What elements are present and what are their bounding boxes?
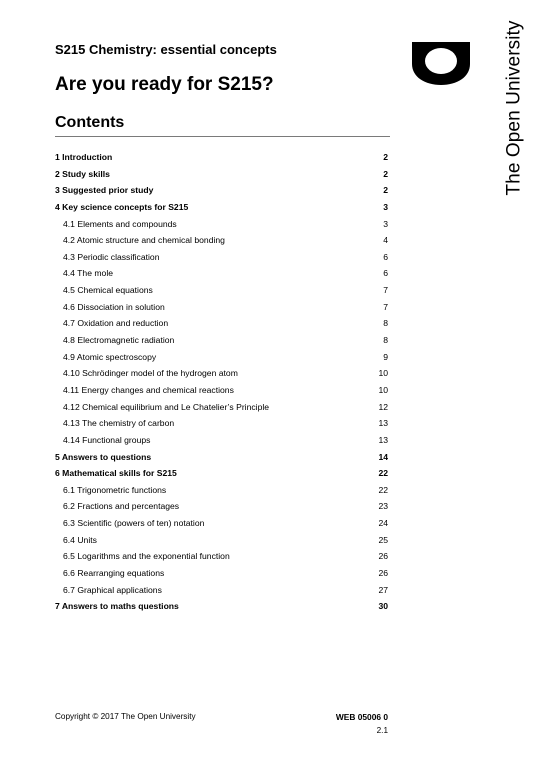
toc-entry-label: 4.13 The chemistry of carbon [63, 418, 175, 429]
toc-entry-label: 6.2 Fractions and percentages [63, 501, 180, 512]
toc-section[interactable] [55, 199, 388, 216]
toc-subsection[interactable] [55, 265, 388, 282]
toc-subsection[interactable] [55, 249, 388, 266]
toc-page-number: 10 [378, 368, 388, 379]
toc-entry-label: 6.1 Trigonometric functions [63, 484, 167, 495]
toc-entry-label: 4.6 Dissociation in solution [63, 301, 165, 312]
toc-subsection[interactable] [55, 532, 388, 549]
toc-page-number: 9 [383, 351, 388, 362]
toc-entry-label: 4.10 Schrödinger model of the hydrogen atom [63, 368, 238, 379]
toc-entry-label: 4.8 Electromagnetic radiation [63, 335, 175, 346]
toc-page-number: 3 [383, 201, 388, 212]
document-code: WEB 05006 0 [335, 712, 388, 722]
toc-subsection[interactable] [55, 515, 388, 532]
heading-divider [55, 136, 390, 137]
toc-page-number: 30 [378, 601, 388, 612]
toc-page-number: 2 [383, 185, 388, 196]
toc-entry-label: 5 Answers to questions [55, 451, 152, 462]
toc-subsection[interactable] [55, 232, 388, 249]
toc-page-number: 2 [383, 152, 388, 162]
toc-entry-label: 4.1 Elements and compounds [63, 218, 177, 229]
course-title: S215 Chemistry: essential concepts [55, 42, 277, 57]
toc-entry-label: 6.3 Scientific (powers of ten) notation [63, 518, 205, 529]
toc-subsection[interactable] [55, 582, 388, 599]
toc-entry-label: 4 Key science concepts for S215 [55, 201, 189, 212]
toc-page-number: 12 [378, 401, 388, 412]
toc-subsection[interactable] [55, 415, 388, 432]
toc-subsection[interactable] [55, 482, 388, 499]
toc-page-number: 27 [378, 584, 388, 595]
toc-entry-label: 4.7 Oxidation and reduction [63, 318, 169, 329]
university-name [503, 20, 527, 196]
toc-entry-label: 6.6 Rearranging equations [63, 568, 165, 579]
toc-section[interactable] [55, 166, 388, 183]
toc-entry-label: 6.4 Units [63, 534, 97, 545]
toc-entry-label: 3 Suggested prior study [55, 185, 154, 196]
toc-entry-label: 4.4 The mole [63, 268, 114, 279]
toc-page-number: 26 [378, 551, 388, 562]
toc-entry-label: 6.5 Logarithms and the exponential function [63, 551, 230, 562]
toc-subsection[interactable] [55, 548, 388, 565]
university-name-text: The Open University [504, 20, 525, 196]
toc-subsection[interactable] [55, 382, 388, 399]
document-version: 2.1 [376, 726, 388, 735]
toc-subsection[interactable] [55, 399, 388, 416]
toc-subsection[interactable] [55, 565, 388, 582]
toc-entry-label: 6 Mathematical skills for S215 [55, 468, 177, 479]
toc-section[interactable] [55, 598, 388, 615]
toc-section[interactable] [55, 449, 388, 466]
toc-page-number: 13 [378, 434, 388, 445]
toc-page-number: 24 [378, 518, 388, 529]
toc-entry-label: 4.12 Chemical equilibrium and Le Chatelier’s Principle [63, 401, 270, 412]
toc-page-number: 8 [383, 318, 388, 329]
toc-entry-label: 4.14 Functional groups [63, 434, 151, 445]
table-of-contents [55, 149, 388, 615]
toc-subsection[interactable] [55, 299, 388, 316]
toc-section[interactable] [55, 149, 388, 166]
toc-page-number: 6 [383, 251, 388, 262]
toc-entry-label: 2 Study skills [55, 168, 110, 179]
toc-section[interactable] [55, 465, 388, 482]
toc-page-number: 4 [383, 235, 388, 246]
toc-page-number: 7 [383, 285, 388, 296]
toc-entry-label: 1 Introduction [55, 152, 113, 162]
toc-page-number: 13 [378, 418, 388, 429]
toc-page-number: 3 [383, 218, 388, 229]
toc-page-number: 7 [383, 301, 388, 312]
toc-entry-label: 4.2 Atomic structure and chemical bonding [63, 235, 225, 246]
toc-subsection[interactable] [55, 432, 388, 449]
toc-subsection[interactable] [55, 282, 388, 299]
toc-subsection[interactable] [55, 365, 388, 382]
contents-heading: Contents [55, 114, 125, 131]
toc-entry-label: 6.7 Graphical applications [63, 584, 162, 595]
toc-subsection[interactable] [55, 332, 388, 349]
open-university-shield-icon [408, 40, 474, 86]
toc-subsection[interactable] [55, 349, 388, 366]
toc-page-number: 10 [378, 384, 388, 395]
toc-page-number: 8 [383, 335, 388, 346]
toc-entry-label: 4.3 Periodic classification [63, 251, 160, 262]
toc-section[interactable] [55, 182, 388, 199]
toc-page-number: 6 [383, 268, 388, 279]
toc-entry-label: 4.9 Atomic spectroscopy [63, 351, 157, 362]
toc-entry-label: 7 Answers to maths questions [55, 601, 179, 612]
page-title: Are you ready for S215? [55, 74, 274, 95]
copyright-notice: Copyright © 2017 The Open University [55, 712, 196, 721]
toc-page-number: 14 [378, 451, 388, 462]
toc-page-number: 22 [378, 484, 388, 495]
toc-entry-label: 4.5 Chemical equations [63, 285, 153, 296]
toc-page-number: 26 [378, 568, 388, 579]
toc-page-number: 2 [383, 168, 388, 179]
toc-page-number: 22 [378, 468, 388, 479]
toc-page-number: 25 [378, 534, 388, 545]
toc-entry-label: 4.11 Energy changes and chemical reactions [63, 384, 234, 395]
toc-subsection[interactable] [55, 498, 388, 515]
toc-subsection[interactable] [55, 315, 388, 332]
toc-subsection[interactable] [55, 216, 388, 233]
toc-page-number: 23 [378, 501, 388, 512]
